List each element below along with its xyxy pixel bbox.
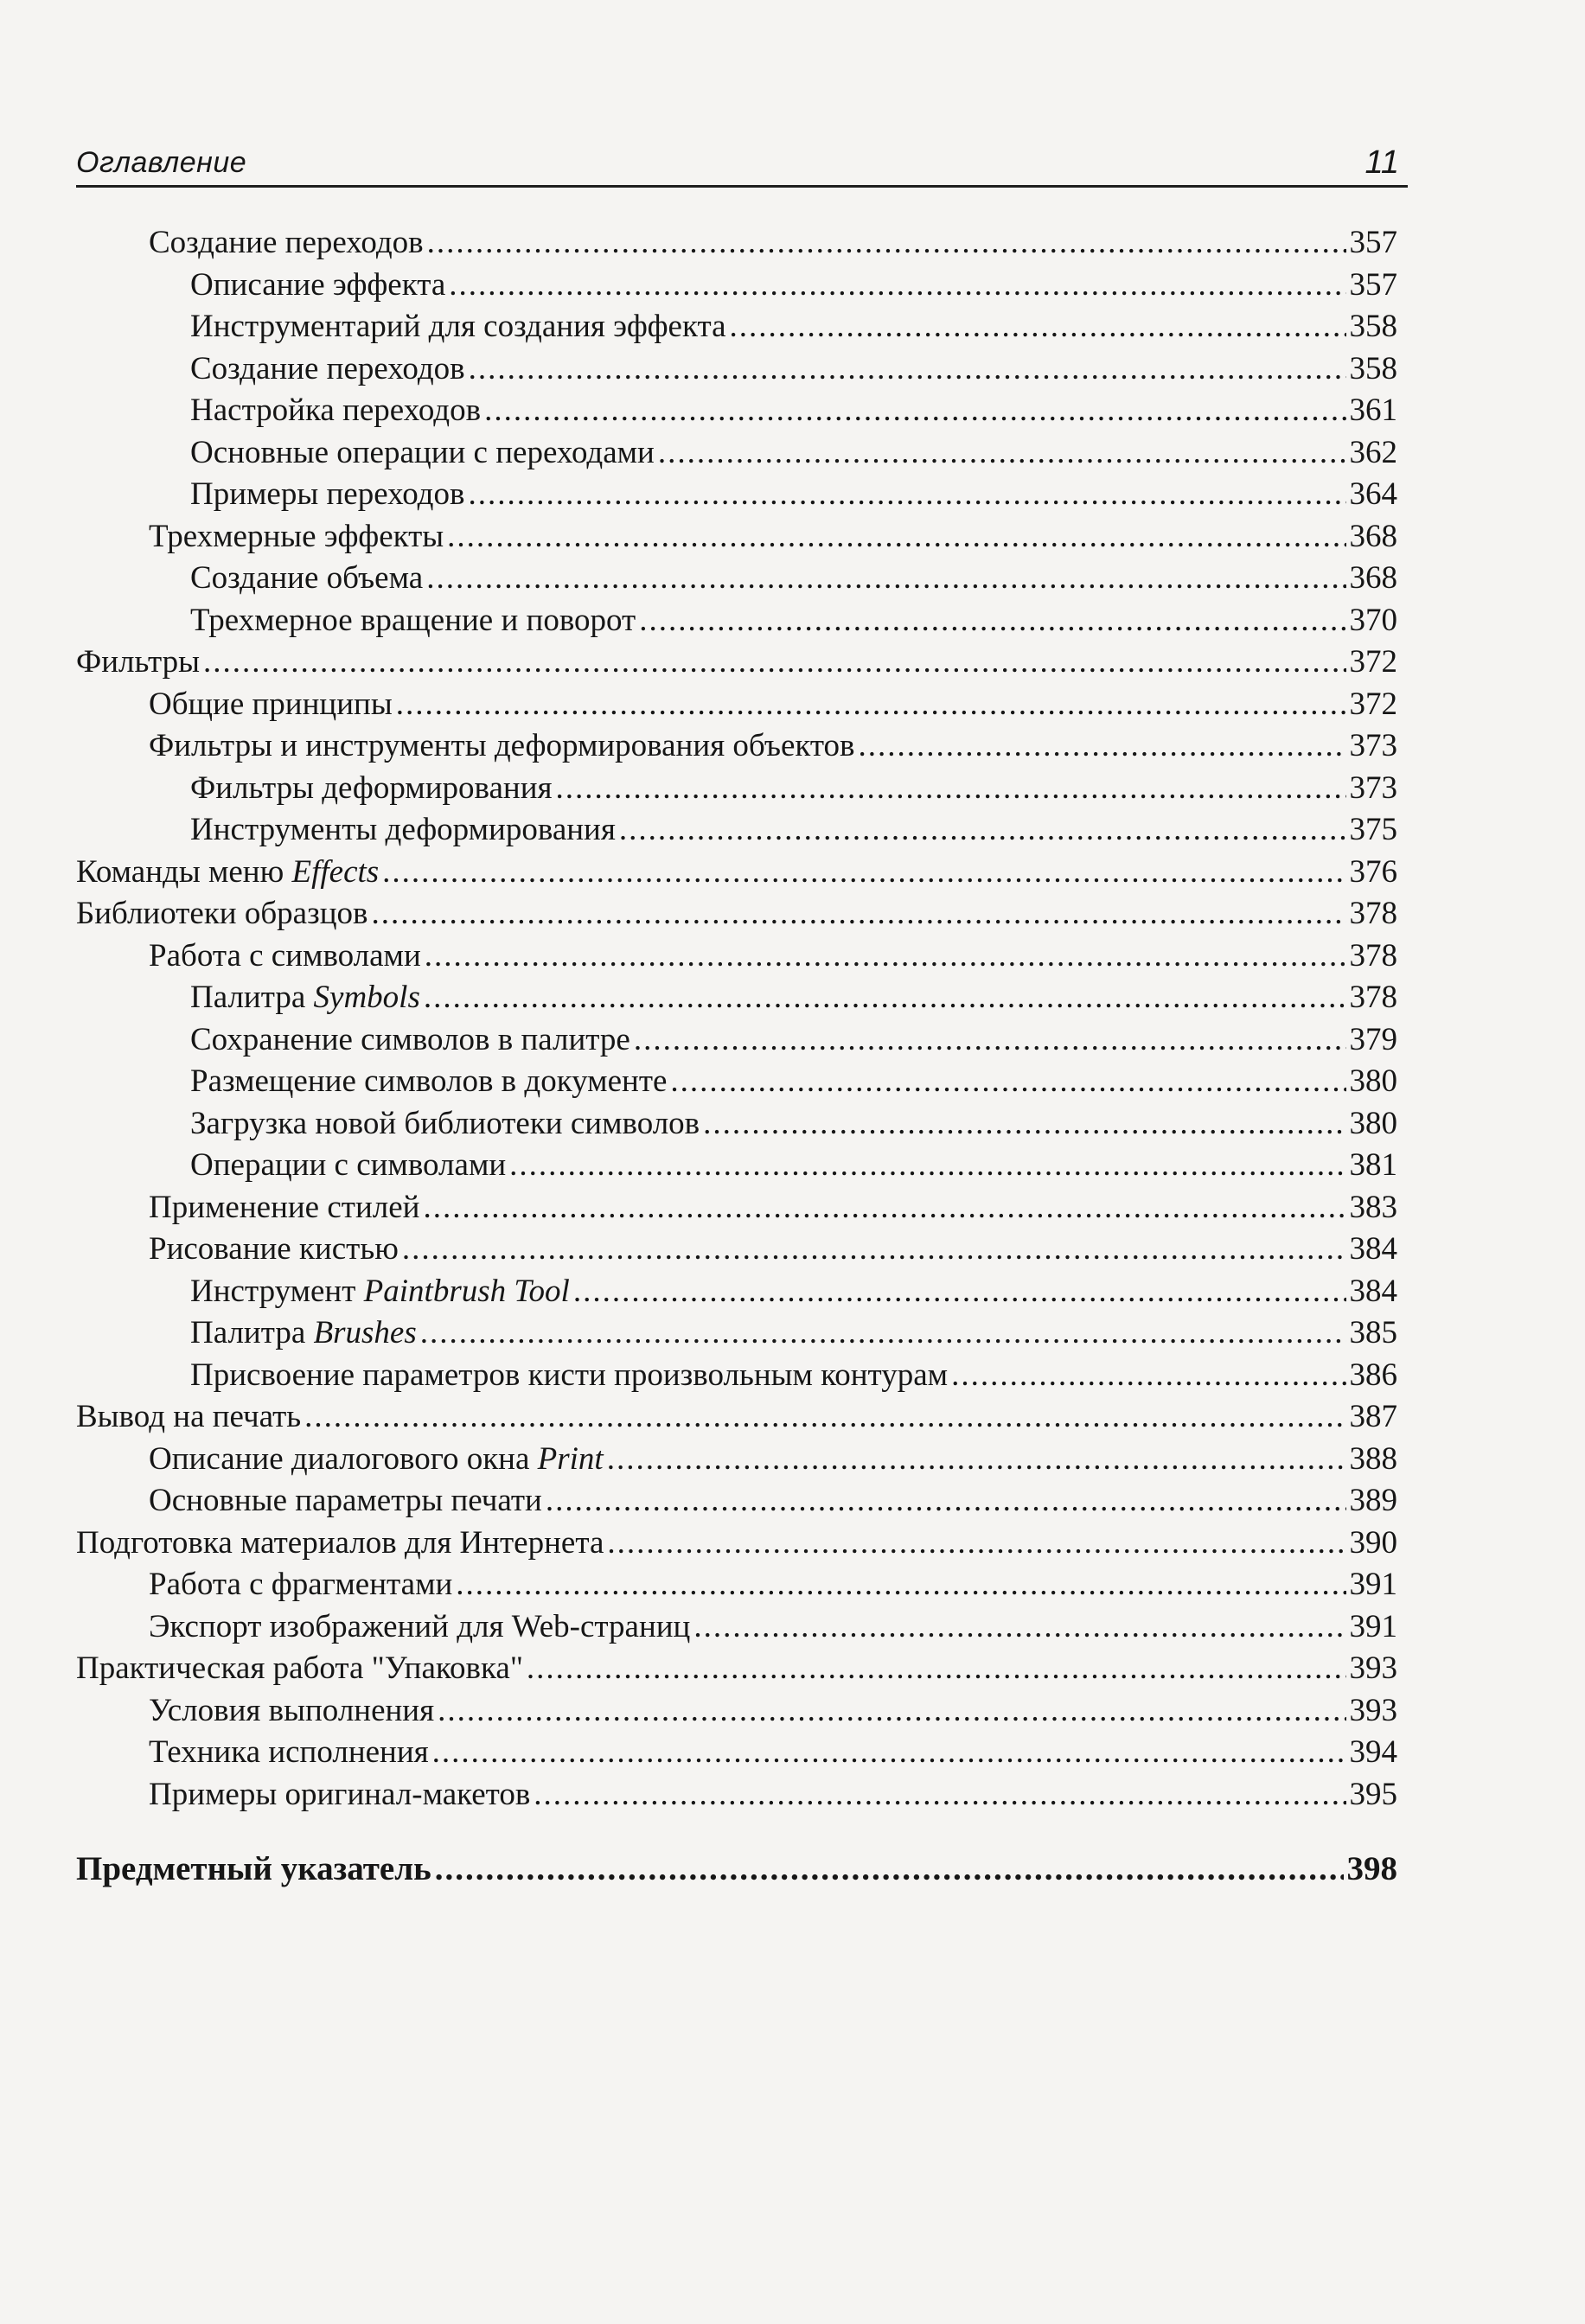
- toc-entry: [76, 768, 1397, 810]
- toc-entry-title: [149, 1564, 452, 1606]
- toc-entry-title: [76, 1523, 604, 1565]
- toc-entry: [76, 1355, 1397, 1397]
- toc-entry: [76, 265, 1397, 307]
- toc-entry: [76, 1145, 1397, 1187]
- toc-entry: [76, 1271, 1397, 1313]
- dot-leader: [730, 306, 1346, 348]
- toc-entry-page: 380: [1349, 1063, 1397, 1099]
- toc-entry-page: 373: [1349, 769, 1397, 806]
- toc-entry-title: [149, 1732, 429, 1774]
- dot-leader: [527, 1648, 1346, 1690]
- dot-leader: [438, 1690, 1345, 1733]
- toc-entry-title: [190, 348, 465, 391]
- toc-entry: [76, 516, 1397, 559]
- toc-entry-title: [149, 1439, 604, 1481]
- toc-entry-page: 364: [1349, 476, 1397, 512]
- running-header-title: Оглавление: [76, 146, 247, 179]
- dot-leader: [449, 265, 1345, 307]
- dot-leader: [546, 1480, 1346, 1523]
- index-entry-page: 398: [1346, 1850, 1397, 1887]
- toc-entry: [76, 1396, 1397, 1439]
- toc-entry-page: 373: [1349, 728, 1397, 763]
- dot-leader: [426, 558, 1345, 600]
- toc-entry-title-italic: Brushes: [313, 1315, 417, 1350]
- toc-entry-title: [190, 390, 481, 432]
- toc-entry: [76, 852, 1397, 894]
- toc-entry: [76, 684, 1397, 726]
- toc-entry-title-text: Инструмент: [190, 1273, 364, 1309]
- toc-entry-title: [190, 1019, 630, 1062]
- toc-entry: [76, 600, 1397, 642]
- dot-leader: [634, 1019, 1346, 1062]
- toc-entry-page: 358: [1349, 309, 1397, 344]
- toc-entry-title-italic: Symbols: [313, 980, 420, 1015]
- toc-entry-title: [190, 809, 616, 852]
- toc-entry-title-text: Основные параметры печати: [149, 1483, 542, 1518]
- toc-entry-title-text: Основные операции с переходами: [190, 434, 655, 470]
- toc-entry-page: 372: [1349, 686, 1397, 722]
- dot-leader: [203, 642, 1346, 684]
- toc-entry-title: [190, 474, 464, 516]
- toc-entry-title: [76, 1648, 523, 1690]
- toc-entry-page: 390: [1349, 1524, 1397, 1561]
- dot-leader: [703, 1103, 1345, 1146]
- toc-entry-page: 389: [1349, 1483, 1397, 1518]
- toc-entry: [76, 725, 1397, 768]
- toc-entry: [76, 642, 1397, 684]
- toc-entry-title: [149, 516, 444, 559]
- toc-entry-title: [76, 893, 367, 935]
- toc-entry: [76, 1564, 1397, 1606]
- dot-leader: [304, 1396, 1345, 1439]
- dot-leader: [468, 474, 1345, 516]
- toc-entry-page: 381: [1349, 1147, 1397, 1183]
- table-of-contents: [76, 222, 1397, 1891]
- toc-entry-page: 368: [1349, 518, 1397, 554]
- dot-leader: [693, 1606, 1345, 1649]
- dot-leader: [859, 725, 1346, 768]
- toc-entry-title: [190, 1312, 417, 1355]
- toc-entry-page: 370: [1349, 602, 1397, 638]
- dot-leader: [371, 893, 1345, 935]
- toc-entry-title-text: Описание диалогового окна: [149, 1440, 538, 1477]
- toc-entry-page: 391: [1349, 1608, 1397, 1644]
- dot-leader: [607, 1523, 1345, 1565]
- toc-entry: [76, 809, 1397, 852]
- toc-entry-title: [190, 306, 726, 348]
- toc-entry-page: 378: [1349, 980, 1397, 1015]
- toc-entry-title-text: Условия выполнения: [149, 1692, 435, 1728]
- toc-entry: [76, 306, 1397, 348]
- toc-entry-title-text: Инструменты деформирования: [190, 812, 616, 847]
- toc-entry-title-text: Создание переходов: [149, 225, 424, 260]
- dot-leader: [509, 1145, 1345, 1187]
- dot-leader: [432, 1732, 1346, 1774]
- dot-leader: [382, 852, 1345, 894]
- toc-entry: [76, 390, 1397, 432]
- toc-entry-title-text: Настройка переходов: [190, 393, 482, 428]
- toc-entry-page: 388: [1349, 1440, 1397, 1477]
- dot-leader: [573, 1271, 1346, 1313]
- toc-entry-title-text: Работа с символами: [149, 937, 421, 974]
- toc-entry-title-text: Примеры оригинал-макетов: [149, 1776, 531, 1812]
- toc-entry-title: [76, 852, 379, 894]
- toc-entry-title: [190, 1061, 667, 1103]
- toc-entry-page: 357: [1349, 225, 1397, 260]
- toc-entry-page: 376: [1349, 853, 1397, 890]
- toc-entry-title-text: Трехмерное вращение и поворот: [190, 602, 636, 638]
- toc-entry: [76, 1312, 1397, 1355]
- toc-entry: [76, 1229, 1397, 1271]
- toc-entry-title: [190, 1145, 506, 1187]
- dot-leader: [607, 1439, 1346, 1481]
- toc-entry-title-text: Команды меню: [76, 853, 292, 890]
- toc-entry-title: [190, 558, 423, 600]
- toc-entry: [76, 1606, 1397, 1649]
- dot-leader: [469, 348, 1346, 391]
- dot-leader: [951, 1355, 1345, 1397]
- toc-entry-title-text: Работа с фрагментами: [149, 1567, 453, 1602]
- toc-entry-page: 357: [1349, 266, 1397, 303]
- dot-leader: [456, 1564, 1345, 1606]
- toc-entry: [76, 1019, 1397, 1062]
- dot-leader: [658, 432, 1346, 475]
- toc-entry-title: [149, 1229, 399, 1271]
- toc-entry-title-text: Общие принципы: [149, 686, 393, 722]
- toc-entry-title: [149, 222, 424, 265]
- toc-entry: [76, 474, 1397, 516]
- toc-entry-title-text: Подготовка материалов для Интернета: [76, 1524, 604, 1561]
- toc-entry-page: 378: [1349, 937, 1397, 974]
- toc-entry-title-italic: Effects: [291, 853, 380, 890]
- toc-entry-title-text: Вывод на печать: [76, 1399, 302, 1434]
- toc-entry-title-text: Трехмерные эффекты: [149, 518, 444, 554]
- toc-entry-title: [190, 1355, 948, 1397]
- toc-entry-title-italic: Print: [537, 1440, 604, 1477]
- toc-entry-page: 386: [1349, 1357, 1397, 1393]
- toc-entry-page: 394: [1349, 1734, 1397, 1770]
- toc-entry: [76, 1187, 1397, 1229]
- dot-leader: [619, 809, 1346, 852]
- toc-entry-title-text: Присвоение параметров кисти произвольным контурам: [190, 1357, 949, 1393]
- toc-entry-title-text: Создание объема: [190, 560, 424, 596]
- dot-leader: [639, 600, 1345, 642]
- toc-entry: [76, 1103, 1397, 1146]
- toc-entry-title: [149, 1187, 419, 1229]
- toc-entry: [76, 1480, 1397, 1523]
- toc-entry-page: 372: [1349, 644, 1397, 680]
- toc-entry-title-text: Палитра: [190, 980, 314, 1015]
- toc-entry-title-italic: Paintbrush Tool: [363, 1273, 570, 1309]
- toc-entry-title-text: Описание эффекта: [190, 266, 446, 303]
- dot-leader: [435, 1848, 1344, 1891]
- toc-entry-title-text: Практическая работа "Упаковка": [76, 1650, 523, 1686]
- toc-entry-title-text: Размещение символов в документе: [190, 1063, 668, 1099]
- toc-entry-title-text: Сохранение символов в палитре: [190, 1021, 630, 1057]
- toc-entry-title: [190, 977, 420, 1019]
- page-number: 11: [1365, 144, 1399, 181]
- toc-entry: [76, 1523, 1397, 1565]
- toc-entry-title: [190, 265, 445, 307]
- toc-entry-title-text: Палитра: [190, 1315, 314, 1350]
- dot-leader: [427, 222, 1346, 265]
- running-header: [76, 138, 1408, 188]
- toc-entry: [76, 1732, 1397, 1774]
- toc-entry: [76, 1061, 1397, 1103]
- toc-entry-title-text: Фильтры деформирования: [190, 769, 553, 806]
- dot-leader: [420, 1312, 1346, 1355]
- toc-entry: [76, 893, 1397, 935]
- toc-entry-page: 378: [1349, 896, 1397, 931]
- toc-entry-page: 393: [1349, 1650, 1397, 1686]
- toc-entry: [76, 432, 1397, 475]
- toc-entry-page: 383: [1349, 1189, 1397, 1225]
- toc-entry-page: 375: [1349, 812, 1397, 847]
- toc-entry-page: 387: [1349, 1399, 1397, 1434]
- toc-entry-page: 384: [1349, 1273, 1397, 1309]
- toc-entry-title-text: Библиотеки образцов: [76, 896, 368, 931]
- toc-entry-title: [190, 432, 655, 475]
- toc-entry-title-text: Экспорт изображений для Web-страниц: [149, 1608, 691, 1644]
- toc-entry-title-text: Загрузка новой библиотеки символов: [190, 1105, 700, 1141]
- dot-leader: [534, 1774, 1345, 1816]
- dot-leader: [424, 977, 1346, 1019]
- toc-entry-title: [76, 642, 200, 684]
- toc-entry: [76, 1690, 1397, 1733]
- toc-entry-title: [149, 935, 421, 978]
- toc-entry-title: [149, 684, 393, 726]
- toc-entry-page: 362: [1349, 434, 1397, 470]
- toc-entry-title-text: Фильтры: [76, 644, 200, 680]
- dot-leader: [402, 1229, 1346, 1271]
- toc-entry-title: [149, 725, 855, 768]
- dot-leader: [396, 684, 1346, 726]
- toc-entry: [76, 558, 1397, 600]
- toc-entry-title: [76, 1396, 301, 1439]
- toc-entry-title: [149, 1774, 530, 1816]
- toc-entry: [76, 977, 1397, 1019]
- toc-entry: [76, 935, 1397, 978]
- toc-entry-title-text: Рисование кистью: [149, 1231, 399, 1267]
- toc-entry-page: 384: [1349, 1231, 1397, 1267]
- dot-leader: [670, 1061, 1345, 1103]
- toc-entry-title: [149, 1480, 542, 1523]
- dot-leader: [425, 935, 1346, 978]
- toc-index-entry: [76, 1848, 1397, 1891]
- toc-entry: [76, 1774, 1397, 1816]
- toc-entry: [76, 222, 1397, 265]
- toc-entry-page: 358: [1349, 350, 1397, 386]
- dot-leader: [484, 390, 1345, 432]
- toc-entry-title: [190, 600, 636, 642]
- toc-entry-page: 368: [1349, 560, 1397, 596]
- toc-entry-page: 395: [1349, 1776, 1397, 1812]
- toc-entry-page: 380: [1349, 1105, 1397, 1141]
- toc-entry-title-text: Инструментарий для создания эффекта: [190, 309, 726, 344]
- dot-leader: [447, 516, 1345, 559]
- toc-entry-title: [190, 768, 553, 810]
- toc-entry-title-text: Создание переходов: [190, 350, 465, 386]
- toc-entry-page: 361: [1349, 393, 1397, 428]
- toc-entry-page: 391: [1349, 1567, 1397, 1602]
- toc-entry-title-text: Техника исполнения: [149, 1734, 429, 1770]
- toc-entry-title-text: Применение стилей: [149, 1189, 420, 1225]
- dot-leader: [423, 1187, 1345, 1229]
- toc-entry: [76, 1648, 1397, 1690]
- toc-entry: [76, 1439, 1397, 1481]
- dot-leader: [556, 768, 1346, 810]
- toc-entry: [76, 348, 1397, 391]
- toc-entry-title: [190, 1271, 570, 1313]
- toc-entry-title-text: Операции с символами: [190, 1147, 507, 1183]
- toc-entry-page: 379: [1349, 1021, 1397, 1057]
- toc-entry-page: 393: [1349, 1692, 1397, 1728]
- toc-entry-title: [190, 1103, 700, 1146]
- toc-entry-page: 385: [1349, 1315, 1397, 1350]
- toc-entry-title: [149, 1606, 690, 1649]
- index-entry-title: Предметный указатель: [76, 1850, 431, 1887]
- toc-entry-title-text: Фильтры и инструменты деформирования объектов: [149, 728, 855, 763]
- toc-entry-title-text: Примеры переходов: [190, 476, 465, 512]
- toc-entry-title: [149, 1690, 434, 1733]
